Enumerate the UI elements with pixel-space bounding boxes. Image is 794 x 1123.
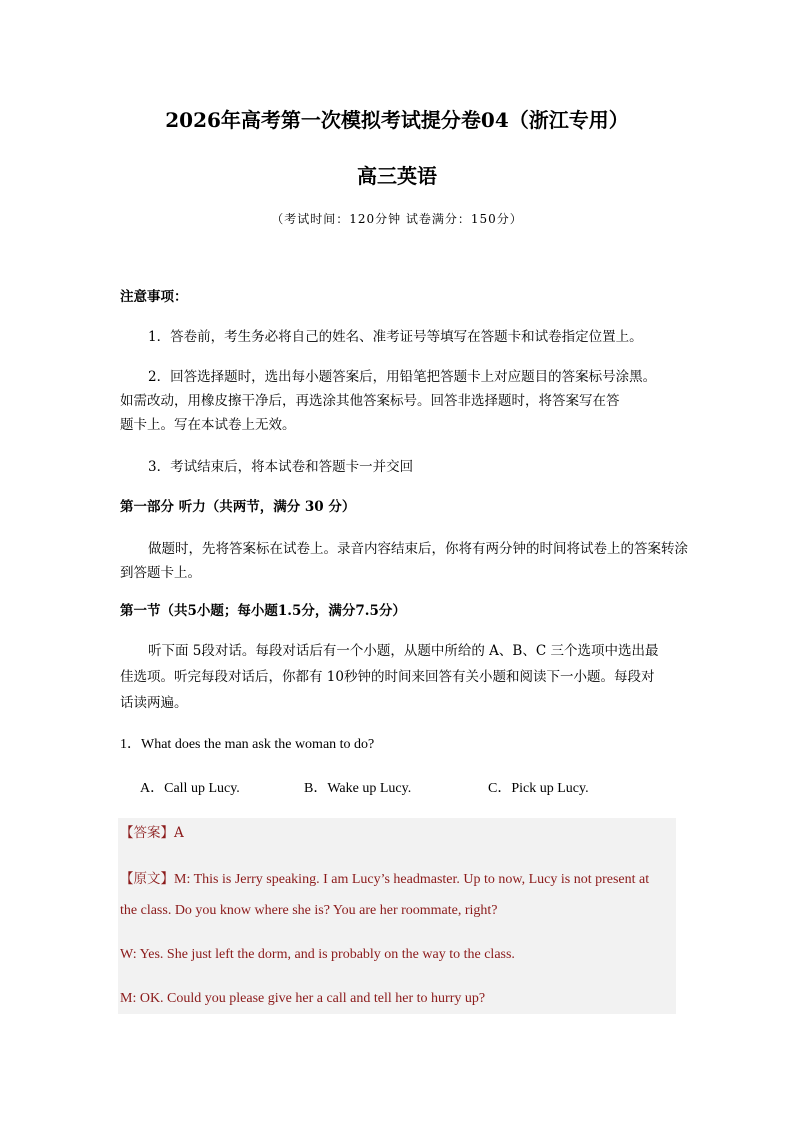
notice-item-1: 1．答卷前，考生务必将自己的姓名、准考证号等填写在答题卡和试卷指定位置上。 — [148, 329, 643, 345]
notice-heading: 注意事项： — [120, 289, 188, 305]
question-1-stem: 1．What does the man ask the woman to do? — [120, 737, 375, 752]
notice-item-2-line-1: 2．回答选择题时，选出每小题答案后，用铅笔把答题卡上对应题目的答案标号涂黑。 — [148, 369, 657, 385]
transcript-line-1 — [120, 864, 649, 895]
section1-intro-line-2: 佳选项。听完每段对话后，你都有 10秒钟的时间来回答有关小题和阅读下一小题。每段对 — [120, 669, 655, 685]
part1-intro-line-2: 到答题卡上。 — [120, 565, 201, 581]
notice-item-2-line-3: 题卡上。写在本试卷上无效。 — [120, 417, 296, 433]
section1-intro-line-3: 话读两遍。 — [120, 695, 188, 711]
question-1-option-c: C．Pick up Lucy. — [488, 781, 589, 796]
question-1-option-a: A．Call up Lucy. — [140, 781, 240, 796]
transcript-line-3: W: Yes. She just left the dorm, and is probably on the way to the class. — [120, 947, 515, 962]
transcript-line-1-text: M: This is Jerry speaking. I am Lucy’s headmaster. Up to now, Lucy is not present at — [174, 872, 650, 887]
part1-intro-line-1: 做题时，先将答案标在试卷上。录音内容结束后，你将有两分钟的时间将试卷上的答案转涂 — [148, 541, 688, 557]
part1-heading: 第一部分 听力（共两节，满分 30 分） — [120, 499, 356, 515]
notice-item-2-line-2: 如需改动，用橡皮擦干净后，再选涂其他答案标号。回答非选择题时，将答案写在答 — [120, 393, 620, 409]
transcript-line-2: the class. Do you know where she is? You are her roommate, right? — [120, 903, 498, 918]
exam-info: （考试时间：120分钟 试卷满分：150分） — [271, 212, 523, 226]
section1-intro-line-1: 听下面 5段对话。每段对话后有一个小题，从题中所给的 A、B、C 三个选项中选出最 — [148, 643, 659, 659]
transcript-line-4: M: OK. Could you please give her a call and tell her to hurry up? — [120, 991, 486, 1006]
transcript-label: 【原文】 — [120, 871, 174, 887]
section1-heading: 第一节（共5小题；每小题1.5分，满分7.5分） — [120, 603, 406, 619]
question-1-option-b: B．Wake up Lucy. — [304, 781, 412, 796]
subject-title: 高三英语 — [357, 164, 437, 188]
answer-label: 【答案】A — [120, 825, 184, 841]
notice-item-3: 3．考试结束后，将本试卷和答题卡一并交回 — [148, 459, 414, 475]
exam-title: 2026年高考第一次模拟考试提分卷04（浙江专用） — [165, 108, 629, 132]
